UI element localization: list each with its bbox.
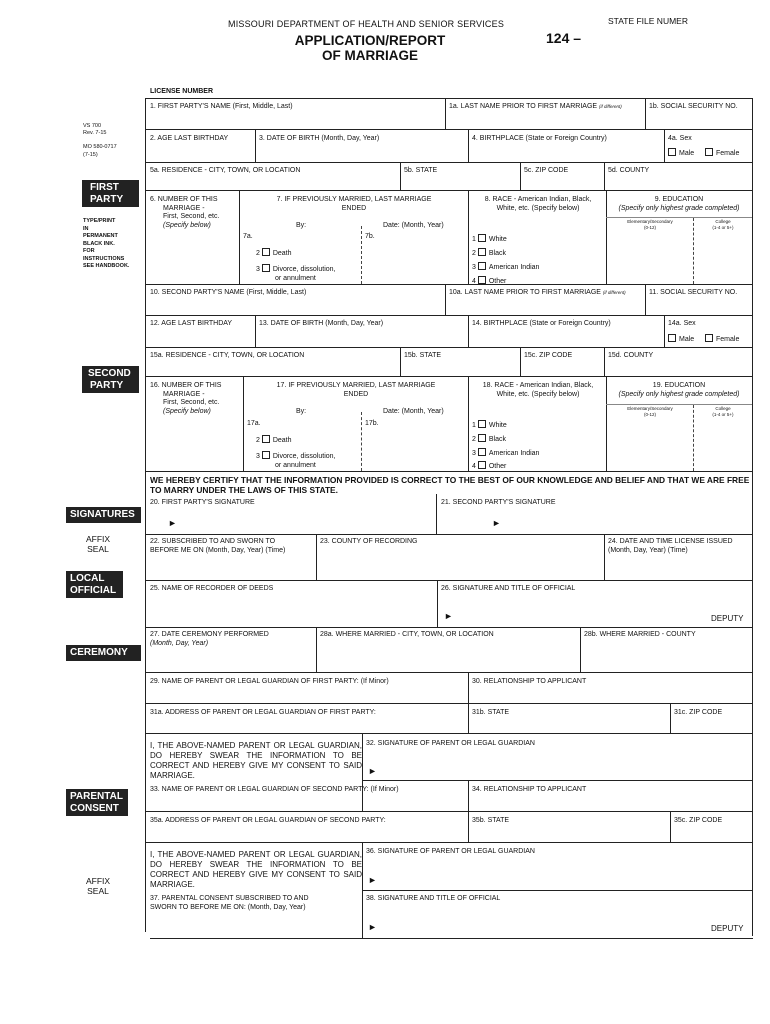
section-first-party-l1: FIRST	[90, 182, 119, 193]
f7-l1: 7. IF PREVIOUSLY MARRIED, LAST MARRIAGE	[276, 196, 432, 203]
field-28a-label[interactable]: 28a. WHERE MARRIED - CITY, TOWN, OR LOCATION	[320, 631, 494, 638]
official-signature-arrow-2[interactable]: ►	[368, 922, 377, 932]
field-15d-label[interactable]: 15d. COUNTY	[608, 352, 654, 359]
col-line	[437, 580, 438, 627]
form-title-line2: OF MARRIAGE	[322, 48, 418, 63]
field-17-label	[247, 382, 465, 399]
row-line	[145, 703, 753, 704]
form-number: 124 –	[546, 30, 582, 46]
race-amind-option[interactable]: 3 American Indian	[472, 264, 540, 271]
field-27-label[interactable]	[150, 631, 269, 648]
f9-l1: 9. EDUCATION	[654, 196, 704, 203]
college-label-2	[695, 406, 751, 417]
section-parental-consent	[66, 789, 128, 816]
instr-line: SEE HANDBOOK.	[83, 263, 130, 269]
field-35b-label[interactable]: 35b. STATE	[472, 817, 510, 824]
race-white-option[interactable]: 1 White	[472, 236, 507, 243]
male-checkbox[interactable]	[668, 334, 676, 342]
college-l2: (1-4 or 5+)	[712, 224, 734, 230]
f18-l1: 18. RACE - American Indian, Black,	[482, 382, 594, 389]
other-checkbox[interactable]	[478, 461, 486, 469]
field-5b-label[interactable]: 5b. STATE	[404, 167, 438, 174]
row-line	[145, 315, 753, 316]
amind-checkbox[interactable]	[478, 262, 486, 270]
field-24-label[interactable]	[608, 538, 733, 555]
f9-l2: (Specify only highest grade completed)	[618, 204, 740, 212]
parent-signature-arrow-1[interactable]: ►	[368, 766, 377, 776]
row-line	[145, 534, 753, 535]
col-line	[468, 672, 469, 733]
death-option-2[interactable]: 2 Death	[256, 437, 292, 444]
by-label: By:	[296, 222, 307, 229]
vs-code: VS 700	[83, 123, 102, 129]
death-label: Death	[272, 437, 292, 444]
instr-line: IN	[83, 225, 89, 232]
license-number-label: LICENSE NUMBER	[150, 88, 214, 95]
field-17b-label[interactable]: 17b.	[365, 420, 379, 427]
f7-l2: ENDED	[341, 204, 367, 212]
edu-sub-line	[606, 404, 752, 405]
affix-label: AFFIX	[86, 876, 111, 886]
col-line	[400, 162, 401, 190]
f6-l1: 6. NUMBER OF THIS	[150, 196, 218, 203]
race-black-option[interactable]: 2 Black	[472, 250, 506, 257]
col-line	[664, 129, 665, 162]
col-line	[580, 627, 581, 672]
row-line	[145, 733, 753, 734]
white-checkbox[interactable]	[478, 420, 486, 428]
dash-19	[693, 405, 694, 471]
rev-date: Rev. 7-15	[83, 130, 107, 136]
male-label: Male	[679, 336, 695, 343]
field-9-label	[608, 196, 750, 213]
instr-line: INSTRUCTIONS	[83, 255, 125, 262]
row-line	[145, 842, 753, 843]
row-line	[145, 162, 753, 163]
field-31c-label[interactable]: 31c. ZIP CODE	[674, 709, 723, 716]
race-white-option-2[interactable]: 1 White	[472, 422, 507, 429]
field-14a-label: 14a. Sex	[668, 320, 696, 327]
race-black-option-2[interactable]: 2 Black	[472, 436, 506, 443]
sex-male-option[interactable]	[668, 148, 694, 159]
divorce-label: Divorce, dissolution,	[272, 453, 336, 460]
col-line	[468, 129, 469, 162]
frame-left	[145, 98, 146, 932]
white-checkbox[interactable]	[478, 234, 486, 242]
section-local-l2: OFFICIAL	[70, 584, 117, 596]
field-7b-label[interactable]: 7b.	[365, 233, 375, 240]
deputy-label: DEPUTY	[711, 614, 744, 623]
affix-seal-1	[86, 534, 110, 554]
section-local-official	[66, 571, 123, 598]
field-17a-label: 17a.	[247, 420, 261, 427]
death-checkbox[interactable]	[262, 248, 270, 256]
field-4-label[interactable]: 4. BIRTHPLACE (State or Foreign Country)	[472, 135, 607, 142]
annulment-label: or annulment	[275, 275, 316, 282]
elem-l1: Elementary/Secondary	[627, 219, 673, 224]
divorce-checkbox[interactable]	[262, 451, 270, 459]
field-31a-label[interactable]: 31a. ADDRESS OF PARENT OR LEGAL GUARDIAN OF FIRST PARTY:	[150, 709, 376, 716]
field-32-label: 32. SIGNATURE OF PARENT OR LEGAL GUARDIAN	[366, 740, 535, 747]
field-5d-label[interactable]: 5d. COUNTY	[608, 167, 650, 174]
elem-l1: Elementary/Secondary	[627, 406, 673, 411]
race-other-option[interactable]: 4 Other	[472, 278, 507, 285]
f37-l1: 37. PARENTAL CONSENT SUBSCRIBED TO AND	[150, 895, 309, 902]
f16-l3: First, Second, etc.	[163, 399, 220, 406]
f19-l2: (Specify only highest grade completed)	[618, 390, 740, 398]
elem-l2: (0-12)	[643, 224, 656, 230]
col-line	[468, 780, 469, 842]
col-line	[645, 284, 646, 315]
row-line	[362, 780, 753, 781]
f10a-note: (if different)	[602, 290, 626, 295]
race-amind-option-2[interactable]: 3 American Indian	[472, 450, 540, 457]
f27-l1: 27. DATE CEREMONY PERFORMED	[150, 631, 269, 638]
field-38-label: 38. SIGNATURE AND TITLE OF OFFICIAL	[366, 895, 501, 902]
college-l1: College	[715, 406, 731, 411]
field-3-label[interactable]: 3. DATE OF BIRTH (Month, Day, Year)	[259, 135, 380, 142]
col-line	[468, 190, 469, 284]
f6-l3: First, Second, etc.	[163, 213, 220, 220]
f10a-text: 10a. LAST NAME PRIOR TO FIRST MARRIAGE	[449, 289, 601, 296]
other-checkbox[interactable]	[478, 276, 486, 284]
frame-bottom	[150, 938, 753, 939]
dash-17	[361, 412, 362, 471]
field-7-label	[243, 196, 465, 213]
col-line	[604, 534, 605, 580]
divorce-option-2[interactable]: 3 Divorce, dissolution,	[256, 453, 336, 460]
male-checkbox[interactable]	[668, 148, 676, 156]
f1-text: 1. FIRST PARTY'S NAME (First, Middle, Last)	[150, 103, 293, 110]
section-second-party	[82, 366, 139, 393]
field-15a-label[interactable]: 15a. RESIDENCE - CITY, TOWN, OR LOCATION	[150, 352, 305, 359]
field-36-label: 36. SIGNATURE OF PARENT OR LEGAL GUARDIAN	[366, 848, 535, 855]
field-29-label[interactable]: 29. NAME OF PARENT OR LEGAL GUARDIAN OF FIRST PARTY: (If Minor)	[150, 678, 389, 685]
f19-l1: 19. EDUCATION	[652, 382, 706, 389]
field-4a-label: 4a. Sex	[668, 135, 692, 142]
dash-7	[361, 226, 362, 284]
sex-male-option-2[interactable]	[668, 334, 694, 345]
dash-9	[693, 218, 694, 284]
parent-signature-arrow-2[interactable]: ►	[368, 875, 377, 885]
first-signature-arrow[interactable]: ►	[168, 518, 177, 528]
f27-l2: (Month, Day, Year)	[150, 639, 209, 647]
f8-l2: White, etc. (Specify below)	[496, 204, 580, 212]
male-label: Male	[679, 150, 695, 157]
field-31b-label[interactable]: 31b. STATE	[472, 709, 510, 716]
divorce-option[interactable]: 3 Divorce, dissolution,	[256, 266, 336, 273]
field-34-label[interactable]: 34. RELATIONSHIP TO APPLICANT	[472, 786, 587, 793]
field-19-label	[608, 382, 750, 399]
field-1-label[interactable]	[150, 103, 293, 112]
sex-female-option-2[interactable]	[705, 334, 739, 345]
field-35a-label[interactable]: 35a. ADDRESS OF PARENT OR LEGAL GUARDIAN OF SECOND PARTY:	[150, 817, 386, 824]
row-line	[145, 672, 753, 673]
college-l1: College	[715, 219, 731, 224]
col-line	[520, 162, 521, 190]
row-line	[145, 284, 753, 285]
row-line	[145, 627, 753, 628]
col-line	[606, 190, 607, 284]
state-file-label: STATE FILE NUMER	[608, 16, 688, 26]
college-l2: (1-4 or 5+)	[712, 411, 734, 417]
female-label: Female	[716, 336, 740, 343]
field-10-label[interactable]: 10. SECOND PARTY'S NAME (First, Middle, Last)	[150, 289, 307, 296]
annulment-label-2: or annulment	[275, 462, 316, 469]
field-2-label[interactable]: 2. AGE LAST BIRTHDAY	[150, 135, 229, 142]
field-1b-label[interactable]: 1b. SOCIAL SECURITY NO.	[649, 103, 738, 110]
field-1a-label[interactable]	[449, 103, 622, 112]
col-line	[445, 98, 446, 129]
col-line	[606, 376, 607, 471]
f8-l1: 8. RACE - American Indian, Black,	[484, 196, 592, 203]
death-option[interactable]: 2 Death	[256, 250, 292, 257]
row-line	[145, 347, 753, 348]
f16-l4: (Specify below)	[163, 407, 211, 415]
f16-l2: MARRIAGE -	[163, 390, 205, 398]
field-22-label[interactable]	[150, 538, 285, 555]
col-line	[670, 811, 671, 842]
field-5a-label[interactable]: 5a. RESIDENCE - CITY, TOWN, OR LOCATION	[150, 167, 301, 174]
col-line	[445, 284, 446, 315]
field-33-label[interactable]: 33. NAME OF PARENT OR LEGAL GUARDIAN OF SECOND PARTY: (If Minor)	[150, 786, 399, 793]
black-label: Black	[488, 250, 506, 257]
seal-label: SEAL	[87, 544, 109, 554]
field-37-label[interactable]	[150, 895, 309, 912]
col-line	[316, 627, 317, 672]
mo-code: MO 580-0717	[83, 144, 117, 150]
field-12-label[interactable]: 12. AGE LAST BIRTHDAY	[150, 320, 233, 327]
col-line	[362, 733, 363, 811]
row-line	[145, 376, 753, 377]
col-line	[255, 315, 256, 347]
death-label: Death	[272, 250, 292, 257]
f18-l2: White, etc. (Specify below)	[496, 390, 580, 398]
col-line	[255, 129, 256, 162]
white-label: White	[488, 236, 507, 243]
field-11-label[interactable]: 11. SOCIAL SECURITY NO.	[649, 289, 738, 296]
date-label: Date: (Month, Year)	[383, 222, 444, 229]
row-line	[145, 190, 753, 191]
field-8-label	[472, 196, 604, 213]
date-label-2: Date: (Month, Year)	[383, 408, 444, 415]
female-checkbox[interactable]	[705, 334, 713, 342]
col-line	[436, 494, 437, 534]
col-line	[362, 842, 363, 938]
field-28b-label[interactable]: 28b. WHERE MARRIED - COUNTY	[584, 631, 696, 638]
row-line	[145, 811, 753, 812]
f17-l2: ENDED	[343, 390, 369, 398]
instr-line: PERMANENT	[83, 233, 118, 239]
female-checkbox[interactable]	[705, 148, 713, 156]
section-local-l1: LOCAL	[70, 573, 105, 584]
race-other-option-2[interactable]: 4 Other	[472, 463, 507, 470]
f22-l1: 22. SUBSCRIBED TO AND SWORN TO	[150, 538, 276, 545]
certification-statement: WE HEREBY CERTIFY THAT THE INFORMATION PROVIDED IS CORRECT TO THE BEST OF OUR KNOWLEDGE AND BELIEF AND THAT WE ARE FREE TO MARRY UNDER THE LAWS OF THIS STATE.	[150, 475, 750, 495]
field-6-label[interactable]	[150, 196, 219, 230]
col-line	[243, 376, 244, 471]
field-21-label: 21. SECOND PARTY'S SIGNATURE	[441, 499, 556, 506]
col-line	[239, 190, 240, 284]
field-14-label[interactable]: 14. BIRTHPLACE (State or Foreign Country)	[472, 320, 611, 327]
elem-label-2	[608, 406, 692, 417]
col-line	[520, 347, 521, 376]
field-16-label[interactable]	[150, 382, 221, 416]
section-signatures: SIGNATURES	[66, 507, 141, 523]
f6-l4: (Specify below)	[163, 221, 211, 229]
edu-sub-line	[606, 217, 752, 218]
affix-seal-2	[86, 876, 110, 896]
section-second-party-l2: PARTY	[90, 379, 124, 391]
field-25-label[interactable]: 25. NAME OF RECORDER OF DEEDS	[150, 585, 274, 592]
elem-l2: (0-12)	[643, 411, 656, 417]
f17-l1: 17. IF PREVIOUSLY MARRIED, LAST MARRIAGE	[276, 382, 436, 389]
col-line	[316, 534, 317, 580]
other-label: Other	[488, 463, 507, 470]
section-first-party-l2: PARTY	[90, 193, 124, 205]
instr-line: TYPE/PRINT	[83, 218, 116, 224]
divorce-label: Divorce, dissolution,	[272, 266, 336, 273]
instr-line: FOR	[83, 248, 95, 254]
divorce-checkbox[interactable]	[262, 264, 270, 272]
amind-label: American Indian	[488, 264, 540, 271]
seal-label: SEAL	[87, 886, 109, 896]
field-23-label[interactable]: 23. COUNTY OF RECORDING	[320, 538, 418, 545]
field-13-label[interactable]: 13. DATE OF BIRTH (Month, Day, Year)	[259, 320, 384, 327]
second-signature-arrow[interactable]: ►	[492, 518, 501, 528]
field-35c-label[interactable]: 35c. ZIP CODE	[674, 817, 723, 824]
by-label-2: By:	[296, 408, 307, 415]
f1a-note: (if different)	[599, 104, 622, 109]
elem-label	[608, 219, 692, 230]
parent-oath-1: I, THE ABOVE-NAMED PARENT OR LEGAL GUARDIAN, DO HEREBY SWEAR THE INFORMATION TO BE CORRECT AND HEREBY GIVE MY CONSENT TO SAID MARRIAGE.	[150, 741, 362, 780]
other-label: Other	[488, 278, 507, 285]
affix-label: AFFIX	[86, 534, 111, 544]
col-line	[670, 703, 671, 733]
amind-label: American Indian	[488, 450, 540, 457]
f1a-text: 1a. LAST NAME PRIOR TO FIRST MARRIAGE	[449, 103, 598, 110]
frame-top	[145, 98, 753, 99]
col-line	[400, 347, 401, 376]
instructions-note	[83, 218, 129, 271]
f24-l1: 24. DATE AND TIME LICENSE ISSUED	[608, 538, 733, 545]
deputy-label-2: DEPUTY	[711, 924, 744, 933]
mo-rev: (7-15)	[83, 152, 98, 158]
college-label	[695, 219, 751, 230]
field-5c-label[interactable]: 5c. ZIP CODE	[524, 167, 569, 174]
department-name: MISSOURI DEPARTMENT OF HEALTH AND SENIOR SERVICES	[228, 19, 505, 29]
field-15c-label[interactable]: 15c. ZIP CODE	[524, 352, 573, 359]
section-parental-l1: PARENTAL	[70, 791, 123, 802]
black-label: Black	[488, 436, 506, 443]
col-line	[645, 98, 646, 129]
death-checkbox[interactable]	[262, 435, 270, 443]
black-checkbox[interactable]	[478, 434, 486, 442]
row-line	[145, 129, 753, 130]
field-20-label: 20. FIRST PARTY'S SIGNATURE	[150, 499, 255, 506]
section-second-party-l1: SECOND	[88, 368, 131, 379]
row-line	[362, 890, 753, 891]
white-label: White	[488, 422, 507, 429]
col-line	[468, 315, 469, 347]
instr-line: BLACK INK.	[83, 240, 115, 247]
section-first-party	[82, 180, 139, 207]
official-signature-arrow[interactable]: ►	[444, 611, 453, 621]
col-line	[664, 315, 665, 347]
form-title-line1: APPLICATION/REPORT	[294, 33, 446, 48]
f16-l1: 16. NUMBER OF THIS	[150, 382, 222, 389]
f6-l2: MARRIAGE -	[163, 204, 205, 212]
field-15b-label[interactable]: 15b. STATE	[404, 352, 442, 359]
female-label: Female	[716, 150, 740, 157]
col-line	[604, 347, 605, 376]
col-line	[604, 162, 605, 190]
field-30-label[interactable]: 30. RELATIONSHIP TO APPLICANT	[472, 678, 587, 685]
col-line	[468, 376, 469, 471]
field-26-label: 26. SIGNATURE AND TITLE OF OFFICIAL	[441, 585, 576, 592]
row-line	[145, 580, 753, 581]
field-7a-label: 7a.	[243, 233, 253, 240]
row-line	[145, 471, 753, 472]
field-10a-label[interactable]	[449, 289, 626, 298]
f37-l2: SWORN TO BEFORE ME ON: (Month, Day, Year)	[150, 903, 306, 911]
section-ceremony: CEREMONY	[66, 645, 141, 661]
field-18-label	[472, 382, 604, 399]
sex-female-option[interactable]	[705, 148, 739, 159]
black-checkbox[interactable]	[478, 248, 486, 256]
parent-oath-2: I, THE ABOVE-NAMED PARENT OR LEGAL GUARDIAN, DO HEREBY SWEAR THE INFORMATION TO BE CORRECT AND HEREBY GIVE MY CONSENT TO SAID MARRIAGE.	[150, 850, 362, 889]
f22-l2: BEFORE ME ON (Month, Day, Year) (Time)	[150, 546, 286, 554]
amind-checkbox[interactable]	[478, 448, 486, 456]
section-parental-l2: CONSENT	[70, 802, 119, 814]
f24-l2: (Month, Day, Year) (Time)	[608, 546, 688, 554]
